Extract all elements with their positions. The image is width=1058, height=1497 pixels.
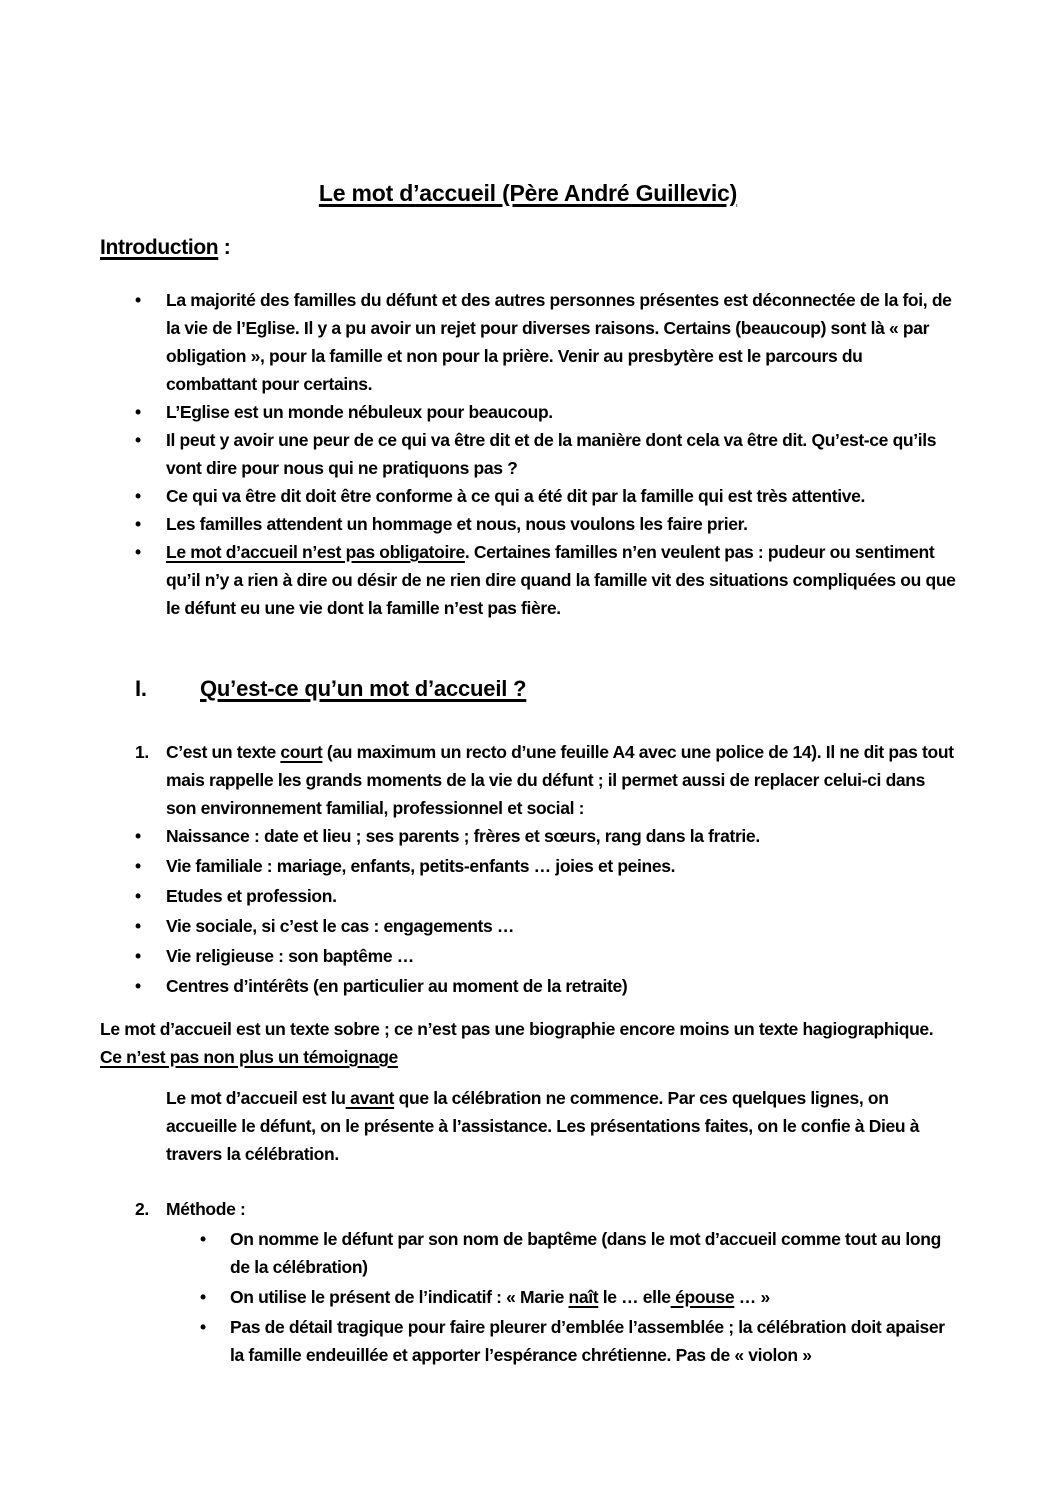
number-marker: 2.	[135, 1199, 149, 1219]
list-item	[135, 426, 956, 482]
list-item	[135, 510, 956, 538]
list-item	[135, 1195, 956, 1223]
list-item-text: Vie religieuse : son baptême …	[166, 946, 414, 966]
bullet-marker: •	[200, 1317, 206, 1337]
bullet-marker: •	[135, 486, 141, 506]
list-item	[135, 286, 956, 398]
list-item-text: Vie familiale : mariage, enfants, petits-enfants … joies et peines.	[166, 856, 676, 876]
section-1-heading	[135, 674, 956, 704]
list-item-text: On nomme le défunt par son nom de baptême (dans le mot d’accueil comme tout au long de la célébration)	[230, 1229, 941, 1277]
bullet-marker: •	[135, 946, 141, 966]
bullet-marker: •	[135, 402, 141, 422]
method-heading: Méthode :	[166, 1199, 246, 1219]
section-1-title: Qu’est-ce qu’un mot d’accueil ?	[200, 676, 527, 701]
list-item	[135, 882, 956, 910]
list-item	[135, 852, 956, 880]
list-item-text: Pas de détail tragique pour faire pleurer d’emblée l’assemblée ; la célébration doit apaiser la famille endeuillée et apporter l’espérance chrétienne. Pas de « violon »	[230, 1317, 945, 1365]
numbered-item-1	[135, 738, 956, 822]
list-item-text: On utilise le présent de l’indicatif : « Marie naît le … elle épouse … »	[230, 1287, 770, 1307]
list-item	[200, 1313, 956, 1369]
list-item-text: L’Eglise est un monde nébuleux pour beaucoup.	[166, 402, 553, 422]
list-item-text: Vie sociale, si c’est le cas : engagements …	[166, 916, 515, 936]
list-item	[135, 912, 956, 940]
list-item-text: La majorité des familles du défunt et des autres personnes présentes est déconnectée de la foi, de la vie de l’Eglise. Il y a pu avoir un rejet pour diverses raisons. Certains (beaucoup) sont là « par obligation », pour la famille et non pour la prière. Venir au presbytère est le parcours du combattant pour certains.	[166, 290, 952, 394]
list-item	[135, 538, 956, 622]
list-item-text: Etudes et profession.	[166, 886, 337, 906]
list-item-text: Centres d’intérêts (en particulier au moment de la retraite)	[166, 976, 628, 996]
list-item	[135, 482, 956, 510]
list-item	[200, 1225, 956, 1281]
indented-paragraph: Le mot d’accueil est lu avant que la célébration ne commence. Par ces quelques lignes, on accueille le défunt, on le présente à l’assistance. Les présentations faites, on le confie à Dieu à travers la célébration.	[166, 1088, 920, 1164]
list-item-text: Naissance : date et lieu ; ses parents ; frères et sœurs, rang dans la fratrie.	[166, 826, 760, 846]
list-item	[135, 972, 956, 1000]
bullet-marker: •	[200, 1287, 206, 1307]
bullet-marker: •	[135, 856, 141, 876]
section-1-bullet-list	[135, 822, 956, 1000]
bullet-marker: •	[135, 542, 141, 562]
intro-bullet-list	[135, 286, 956, 622]
list-item-text: Il peut y avoir une peur de ce qui va être dit et de la manière dont cela va être dit. Qu’est-ce qu’ils vont dire pour nous qui ne pratiquons pas ?	[166, 430, 937, 478]
list-item-text: Le mot d’accueil n’est pas obligatoire. Certaines familles n’en veulent pas : pudeur ou sentiment qu’il n’y a rien à dire ou désir de ne rien dire quand la famille vit des situations compliquées ou que le défunt eu une vie dont la famille n’est pas fière.	[166, 542, 956, 618]
list-item-text: Les familles attendent un hommage et nous, nous voulons les faire prier.	[166, 514, 748, 534]
document-title	[100, 179, 956, 208]
bullet-marker: •	[135, 976, 141, 996]
list-item	[135, 942, 956, 970]
sober-text-paragraph: Le mot d’accueil est un texte sobre ; ce n’est pas une biographie encore moins un texte hagiographique. Ce n’est pas non plus un témoignage	[100, 1019, 934, 1067]
intro-heading: Introduction :	[100, 236, 231, 259]
bullet-marker: •	[135, 514, 141, 534]
section-1-number: I.	[135, 676, 147, 701]
bullet-marker: •	[135, 290, 141, 310]
list-item	[135, 398, 956, 426]
list-item	[200, 1283, 956, 1311]
bullet-marker: •	[200, 1229, 206, 1249]
method-bullet-list	[200, 1225, 956, 1369]
document-title-text: Le mot d’accueil (Père André Guillevic)	[318, 180, 738, 206]
bullet-marker: •	[135, 916, 141, 936]
list-item-text: C’est un texte court (au maximum un recto d’une feuille A4 avec une police de 14). Il ne dit pas tout mais rappelle les grands moments de la vie du défunt ; il permet aussi de replacer celui-ci dans son environnement familial, professionnel et social :	[166, 742, 954, 818]
list-item-text: Ce qui va être dit doit être conforme à ce qui a été dit par la famille qui est très attentive.	[166, 486, 866, 506]
bullet-marker: •	[135, 826, 141, 846]
numbered-item-2	[135, 1195, 956, 1223]
list-item	[135, 822, 956, 850]
bullet-marker: •	[135, 430, 141, 450]
list-item	[135, 738, 956, 822]
bullet-marker: •	[135, 886, 141, 906]
number-marker: 1.	[135, 742, 149, 762]
